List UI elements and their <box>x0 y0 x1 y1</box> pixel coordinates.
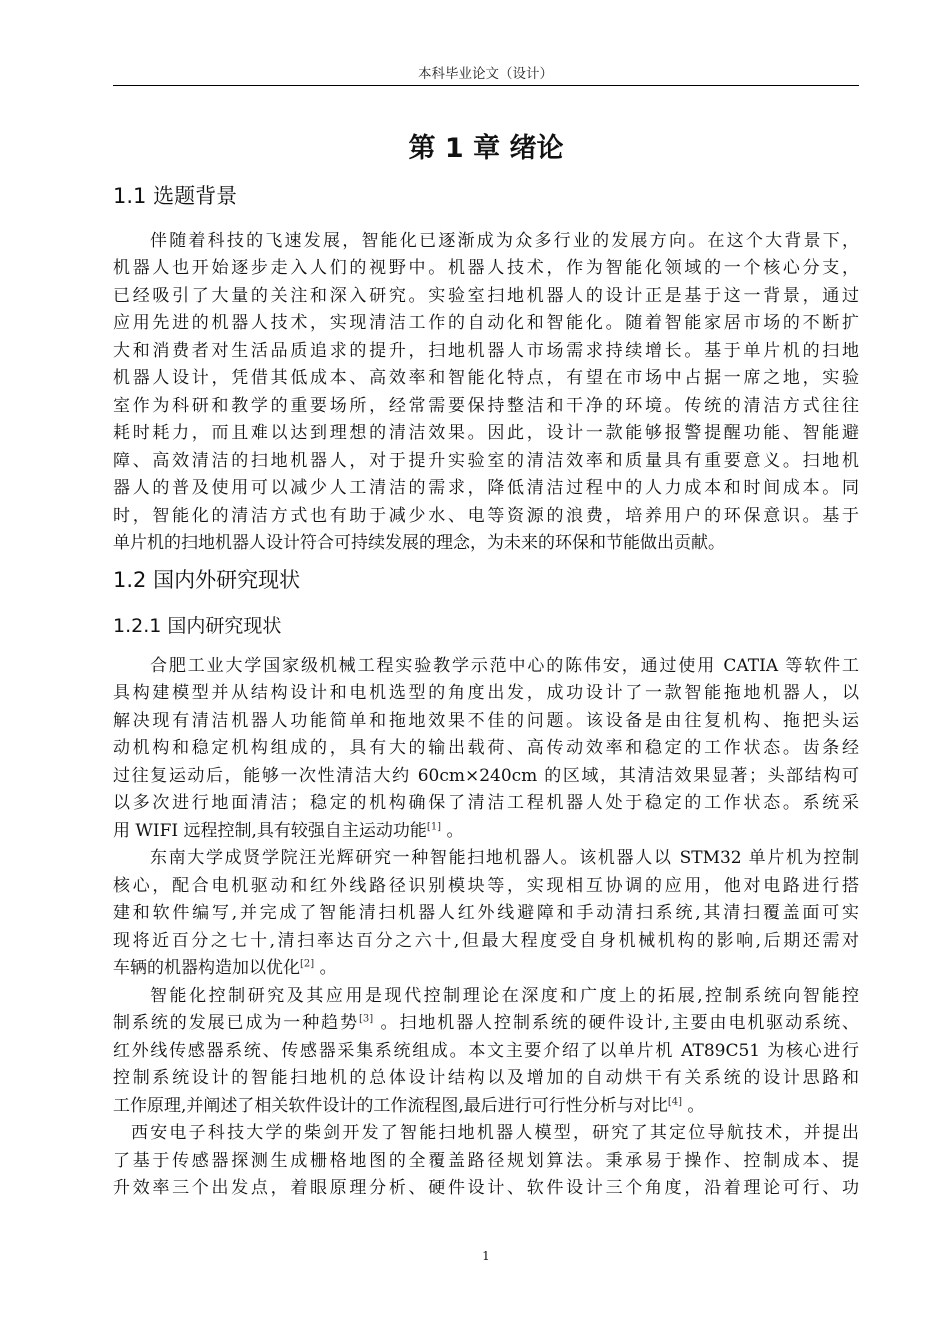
body-line: 控制系统设计的智能扫地机的总体设计结构以及增加的自动烘干有关系统的设计思路和 <box>113 1068 859 1088</box>
section-heading-1-2: 1.2 国内外研究现状 <box>113 568 301 592</box>
body-line: 升效率三个出发点，着眼原理分析、硬件设计、软件设计三个角度，沿着理论可行、功 <box>113 1178 859 1198</box>
body-line: 时，智能化的清洁方式也有助于减少水、电等资源的浪费，培养用户的环保意识。基于 <box>113 506 859 526</box>
body-line: 东南大学成贤学院汪光辉研究一种智能扫地机器人。该机器人以 STM32 单片机为控制 <box>150 848 859 868</box>
body-text: 制系统的发展已成为一种趋势 <box>113 1013 360 1033</box>
body-line: 伴随着科技的飞速发展，智能化已逐渐成为众多行业的发展方向。在这个大背景下， <box>150 231 859 251</box>
body-line: 室作为科研和教学的重要场所，经常需要保持整洁和干净的环境。传统的清洁方式往往 <box>113 396 859 416</box>
body-line: 核心，配合电机驱动和红外线路径识别模块等，实现相互协调的应用，他对电路进行搭 <box>113 876 859 896</box>
body-line: 智能化控制研究及其应用是现代控制理论在深度和广度上的拓展,控制系统向智能控 <box>150 986 859 1006</box>
body-line: 机器人也开始逐步走入人们的视野中。机器人技术，作为智能化领域的一个核心分支， <box>113 258 859 278</box>
running-header: 本科毕业论文（设计） <box>418 66 553 82</box>
citation-ref[interactable]: [3] <box>359 1013 374 1025</box>
body-line: 大和消费者对生活品质追求的提升，扫地机器人市场需求持续增长。基于单片机的扫地 <box>113 341 859 361</box>
body-line: 解决现有清洁机器人功能简单和拖地效果不佳的问题。该设备是由往复机构、拖把头运 <box>113 711 859 731</box>
body-line <box>113 818 859 845</box>
citation-ref[interactable]: [2] <box>300 958 315 970</box>
body-line: 红外线传感器系统、传感器采集系统组成。本文主要介绍了以单片机 AT89C51 为核心进行 <box>113 1041 859 1061</box>
body-line: 现将近百分之七十,清扫率达百分之六十,但最大程度受自身机械机构的影响,后期还需对 <box>113 931 859 951</box>
body-text: 用 WIFI 远程控制,具有较强自主运动功能 <box>113 821 427 841</box>
body-text: 。 <box>441 821 464 841</box>
body-line: 了基于传感器探测生成栅格地图的全覆盖路径规划算法。秉承易于操作、控制成本、提 <box>113 1151 859 1171</box>
body-line: 机器人设计，凭借其低成本、高效率和智能化特点，有望在市场中占据一席之地，实验 <box>113 368 859 388</box>
body-line: 西安电子科技大学的柴剑开发了智能扫地机器人模型，研究了其定位导航技术，并提出 <box>131 1123 859 1143</box>
citation-ref[interactable]: [1] <box>426 821 442 833</box>
body-line: 过往复运动后，能够一次性清洁大约 60cm×240cm 的区域，其清洁效果显著；头部结构可 <box>113 766 859 786</box>
body-line: 具构建模型并从结构设计和电机选型的角度出发，成功设计了一款智能拖地机器人，以 <box>113 683 859 703</box>
body-line: 建和软件编写,并完成了智能清扫机器人红外线避障和手动清扫系统,其清扫覆盖面可实 <box>113 903 859 923</box>
body-text: 车辆的机器构造加以优化 <box>113 958 300 978</box>
body-text: 。扫地机器人控制系统的硬件设计,主要由电机驱动系统、 <box>373 1013 860 1033</box>
body-line: 合肥工业大学国家级机械工程实验教学示范中心的陈伟安，通过使用 CATIA 等软件工 <box>150 656 859 676</box>
section-heading-1-1: 1.1 选题背景 <box>113 184 238 208</box>
body-line: 应用先进的机器人技术，实现清洁工作的自动化和智能化。随着智能家居市场的不断扩 <box>113 313 859 333</box>
body-text: 。 <box>681 1096 705 1116</box>
body-line <box>113 955 859 982</box>
body-line <box>113 1010 859 1037</box>
body-line: 已经吸引了大量的关注和深入研究。实验室扫地机器人的设计正是基于这一背景，通过 <box>113 286 859 306</box>
subsection-heading-1-2-1: 1.2.1 国内研究现状 <box>113 615 282 637</box>
citation-ref[interactable]: [4] <box>667 1096 682 1108</box>
body-line <box>113 1093 859 1120</box>
body-line: 单片机的扫地机器人设计符合可持续发展的理念，为未来的环保和节能做出贡献。 <box>113 533 725 553</box>
body-line: 器人的普及使用可以减少人工清洁的需求，降低清洁过程中的人力成本和时间成本。同 <box>113 478 859 498</box>
body-line: 以多次进行地面清洁；稳定的机构确保了清洁工程机器人处于稳定的工作状态。系统采 <box>113 793 859 813</box>
page-number: 1 <box>482 1249 490 1263</box>
body-text: 。 <box>314 958 337 978</box>
chapter-title: 第 1 章 绪论 <box>408 133 564 164</box>
header-rule <box>113 85 859 86</box>
body-text: 工作原理,并阐述了相关软件设计的工作流程图,最后进行可行性分析与对比 <box>113 1096 668 1116</box>
body-line: 动机构和稳定机构组成的，具有大的输出载荷、高传动效率和稳定的工作状态。齿条经 <box>113 738 859 758</box>
body-line: 障、高效清洁的扫地机器人，对于提升实验室的清洁效率和质量具有重要意义。扫地机 <box>113 451 859 471</box>
body-line: 耗时耗力，而且难以达到理想的清洁效果。因此，设计一款能够报警提醒功能、智能避 <box>113 423 859 443</box>
